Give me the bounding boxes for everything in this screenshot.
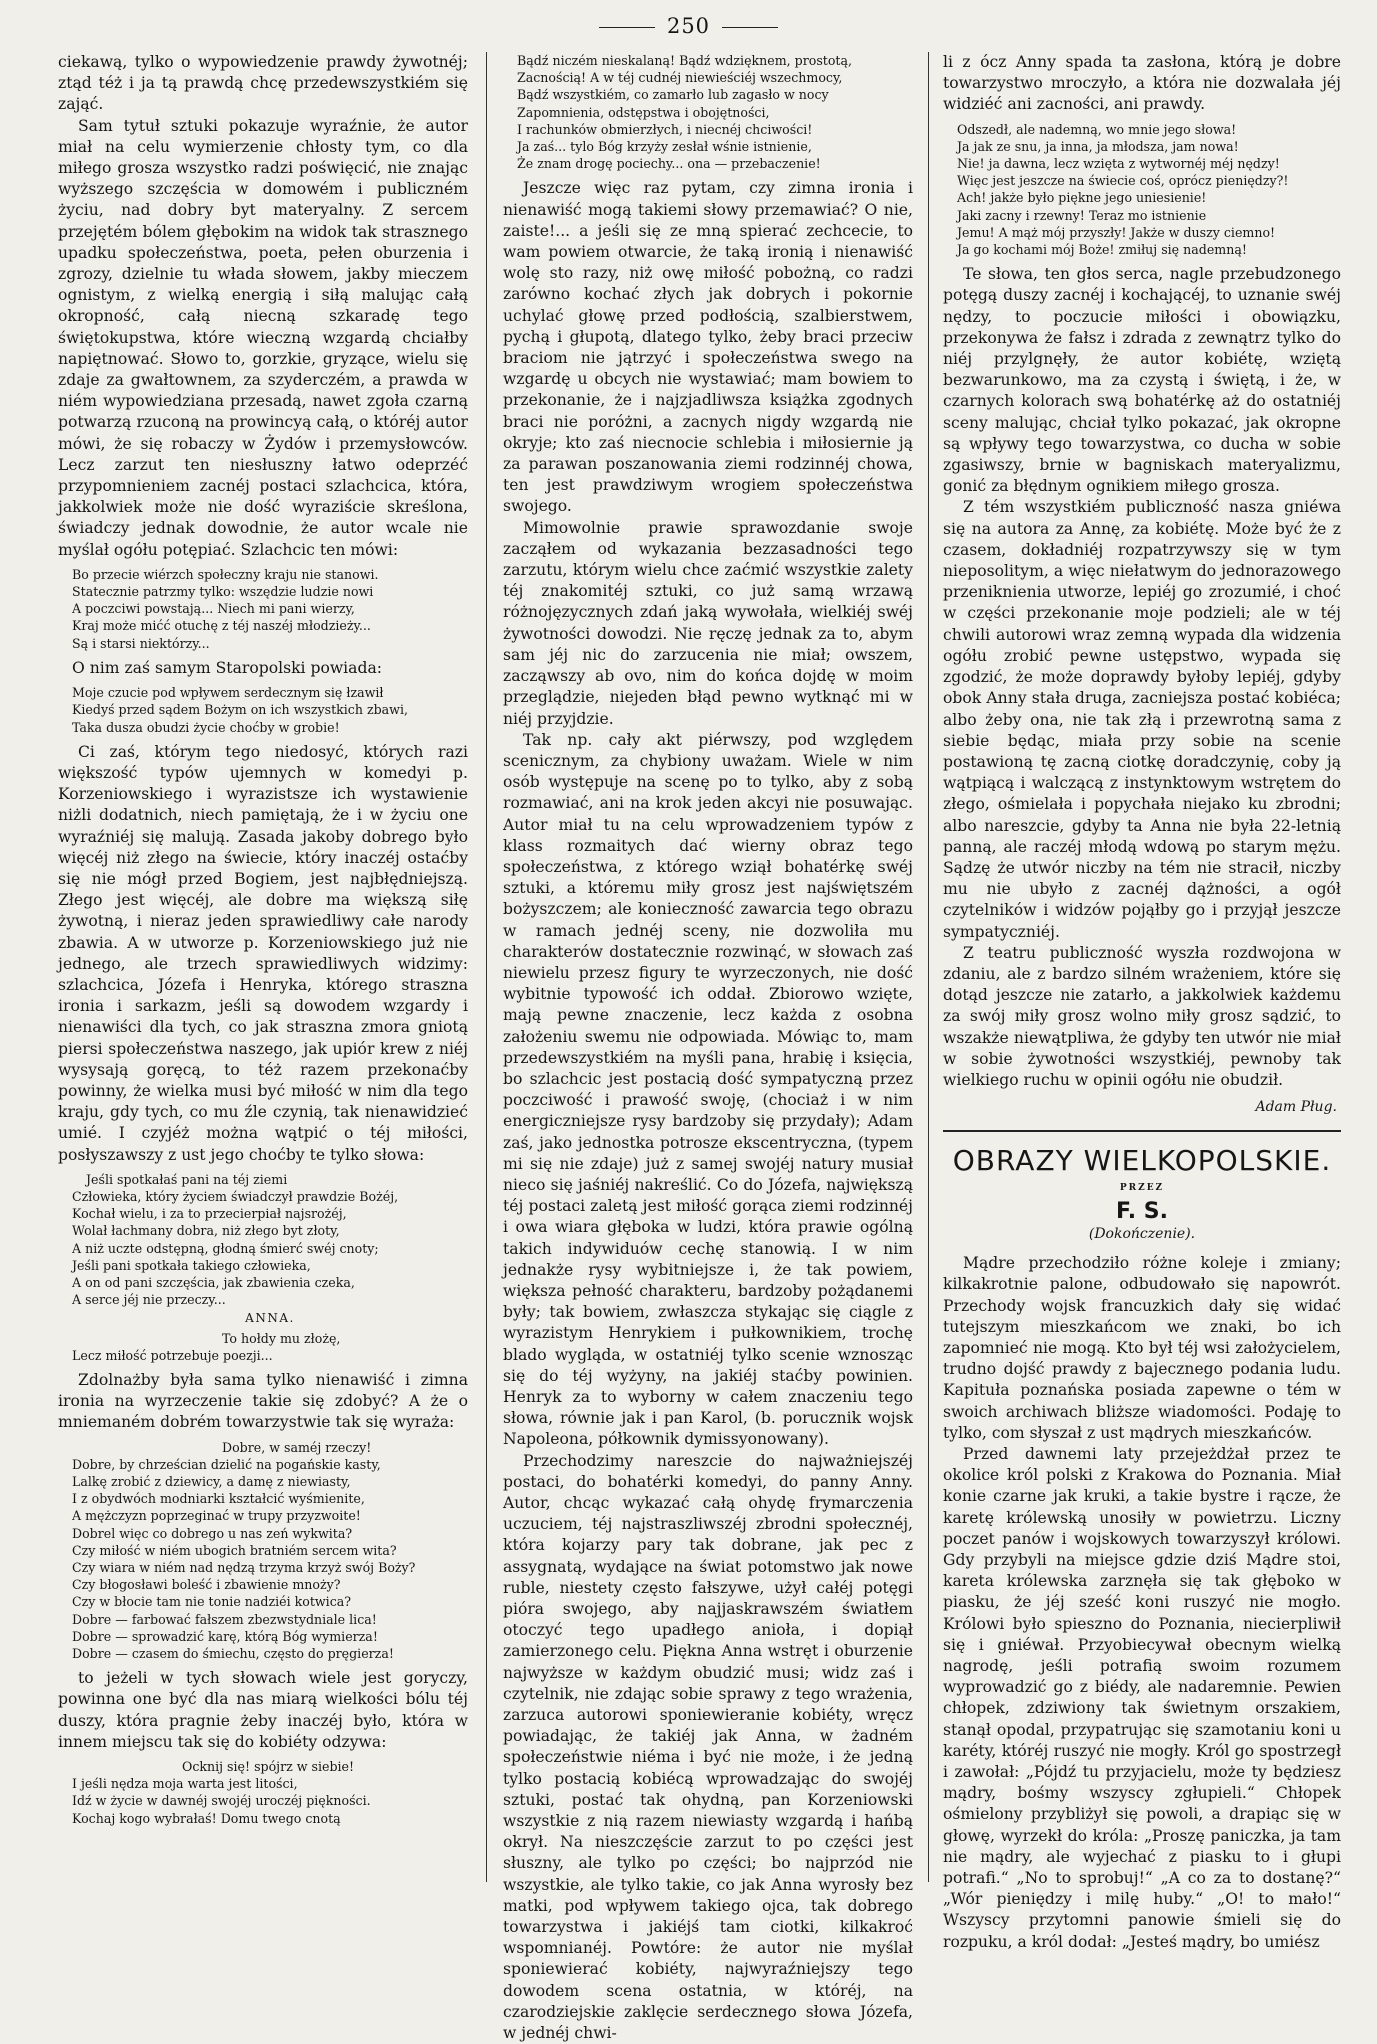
verse-line: Że znam drogę pociechy... ona — przebaczenie! — [517, 156, 821, 172]
paragraph: Te słowa, ten głos serca, nagle przebudzonego potęgą duszy zacnéj i kochającéj, to uznanie swéj nędzy, to poczucie miłości i obowiązku, przekonywa że fałsz i zdrada z zewnątrz tylko do niéj przylgnęły, że autor kobiétę, wziętą bezwarunkowo, ma za czystą i świętą, i że, w czarnych kolorach swą bohatérkę aż do ostatniéj sceny malując, chciał tylko pokazać, jak okropne są wpływy tego towarzystwa, co ducha w sobie zgasiwszy, brnie w bagniskach materyalizmu, gonić za błędnym ognikiem miłego grosza. — [943, 265, 1341, 496]
verse-line: Moje czucie pod wpływem serdecznym się łzawił — [72, 685, 384, 701]
verse-line: Czy błogosławi boleść i zbawienie mnoży? — [72, 1577, 341, 1593]
column-3 — [943, 52, 1341, 1951]
verse-line: A on od pani szczęścia, jak zbawienia czeka, — [72, 1274, 355, 1290]
verse-line: A poczciwi powstają... Niech mi pani wierzy, — [72, 601, 355, 617]
paragraph: ciekawą, tylko o wypowiedzenie prawdy żywotnéj; ztąd téż i ja tą prawdą chcę przedewszystkiém się zająć. — [58, 53, 468, 114]
verse-line: Kraj może mićć otuchę z téj naszéj młodzieży... — [72, 618, 371, 634]
column-2 — [503, 52, 913, 2043]
verse-line: Czy w błocie tam nie tonie nadziéi kotwica? — [72, 1594, 352, 1610]
paragraph: Tak np. cały akt piérwszy, pod względem scenicznym, za chybiony uważam. Wiele w nim osób występuje na scenę po to tylko, aby z sobą rozmawiać, ani na krok jeden akcyi nie posuwając. Autor miał tu na celu wprowadzeniem typów z klass rozmaitych dać wierny obraz tego społeczeństwa, z którego wziął bohatérkę swéj sztuki, a któremu miły grosz jest najświętszém bożyszczem; ale konieczność zawarcia tego obrazu w ramach jednéj sceny, nie dozwoliła mu charakterów dostatecznie rozwinąć, w słowach zaś niewielu przesz figury te wyrzeczonych, nie dość wybitnie typowość ich oddał. Zbiorowo wzięte, mają pewne znaczenie, lecz każda z osobna założeniu swemu nie odpowiada. Mówiąc to, mam przedewszystkiém na myśli pana, hrabię i księcia, bo szlachcic jest postacią dość sympatyczną przez poczciwość i prawość swoję, (chociaż i w nim energiczniejsze rysy bardzoby się przydały); Adam zaś, jako jednostka potrosze ekscentryczna, (typem mi się nie zdaje) już z samej swojéj natury musiał nieco się jaśniéj nakreślić. Co do Józefa, największą téj postaci zaletą jest miłość gorąca ziemi rodzinnéj i owa wiara głęboka w ludzi, która prawie ogólną takich indywiduów cechę stanowią. I w nim jednakże rysy wybitniejsze i, że tak powiem, większa pełność charakteru, bardzoby pożądanemi były; tak bowiem, zwłaszcza stykając się ciągle z wyrazistym Henrykiem i pułkownikiem, trochę blado wygląda, w ostatniéj tylko scenie wznosząc się do téj wyżyny, na jakiéj staćby powinien. Henryk za to wyborny w całem znaczeniu tego słowa, równie jak i pan Karol, (b. porucznik wojsk Napoleona, półkownik dymissyonowany). — [503, 730, 913, 1449]
verse-line: Bądź niczém nieskalaną! Bądź wdzięknem, prostotą, — [517, 53, 853, 68]
paragraph: Przechodzimy nareszcie do najważniejszéj postaci, do bohatérki komedyi, do panny Anny. Autor, chcąc wykazać całą ohydę frymarczenia uczuciem, téj najstraszliwszéj zbrodni społecznéj, która kojarzy pary tak dobrane, jak pec z assygnatą, wydające na świat potomstwo jak nowe ruble, niestety często fałszywe, użył całéj potęgi pióra swojego, aby najjaskrawszém światłem otoczyć tego upadłego anioła, i dopiął zamierzonego celu. Piękna Anna wstręt i oburzenie najwyższe w każdym obudzić musi; widz zaś i czytelnik, nie zdając sobie sprawy z tego wrażenia, zarzuca autorowi sponiewieranie kobiéty, wręcz powiadając, że takiéj jak Anna, w żadném społeczeństwie niéma i być nie może, i że jedną tylko postacią kobiécą wprowadzając do swojéj sztuki, postać tak ohydną, pan Korzeniowski wszystkie z nią razem niewiasty wzgardą i hańbą okrył. Na nieszczęście zarzut to po części jest słuszny, ale tylko po części; bo najprzód nie wszystkie, ale tylko takie, co jak Anna wyrosły bez matki, pod wpływem takiego ojca, tak dobrego towarzystwa i jakiéjś tam ciotki, kilkakroć wspomnianéj. Powtóre: że autor nie myślał sponiewierać kobiéty, najwyraźniejszy tego dowodem scena ostatnia, w któréj, na czarodziejskie zaklęcie serdecznego słowa Józefa, w jednéj chwi- — [503, 1451, 913, 2043]
verse-line: Jeśli spotkałaś pani na téj ziemi — [86, 1171, 288, 1187]
article-signature: Adam Pług. — [1255, 1099, 1337, 1116]
verse-line: Są i starsi niektórzy... — [72, 635, 210, 651]
verse-line: Dobre — farbować fałszem zbezwstydniale lica! — [72, 1611, 377, 1627]
verse-line: I z obydwóch modniarki kształcić wyśmienite, — [72, 1491, 365, 1507]
verse-line: I rachunków obmierzłych, i niecnéj chciwości! — [517, 121, 813, 137]
verse-line: A mężczyzn poprzeginać w trupy przyzwoite! — [72, 1508, 361, 1524]
paragraph: to jeżeli w tych słowach wiele jest goryczy, powinna one być dla nas miarą wielkości bólu téj duszy, która pragnie żeby inaczéj było, która w innem miejscu tak się do kobiéty odzywa: — [58, 1669, 468, 1751]
verse-line: Dobre, w saméj rzeczy! — [222, 1439, 372, 1455]
verse-line: Taka dusza obudzi życie choćby w grobie! — [72, 719, 340, 735]
verse-block — [517, 52, 913, 172]
section-subtitle: (Dokończenie). — [1088, 1225, 1196, 1242]
paragraph: Ci zaś, którym tego niedosyć, których razi większość typów ujemnych w komedyi p. Korzeniowskiego i wyrazistsze ich wystawienie niżli dodatnich, niech pamiętają, że i w życiu one wyraźniéj się malują. Zasada jakoby dobrego było więcéj niż złego na świecie, który inaczéj ostaćby się nie mógł przed Bogiem, jest najbłędniejszą. Złego jest więcéj, ale dobre ma większą siłę żywotną, i nieraz jeden sprawiedliwy całe narody zbawia. A w utworze p. Korzeniowskiego już nie jednego, ale trzech sprawiedliwych widzimy: szlachcica, Józefa i Henryka, którego straszna ironia i sarkazm, jeśli są dowodem wzgardy i nienawiści dla tych, co jak straszna zmora gniotą piersi społeczeństwa naszego, jak upiór krew z niéj wysysają goręcą, to téż razem przekonaćby powinny, że wielka musi być miłość w nim dla tego kraju, gdy tych, co mu źle czynią, tak nienawidzieć umié. I czyjéż można wątpić o téj miłości, posłyszawszy z ust jego choćby te tylko słowa: — [58, 742, 468, 1164]
verse-line: Lecz miłość potrzebuje poezji... — [72, 1347, 273, 1363]
verse-line: A niż uczte odstępną, głodną śmierć swéj cnoty; — [72, 1240, 379, 1256]
verse-block — [72, 1439, 468, 1663]
verse-line: Dobre — sprowadzić karę, którą Bóg wymierza! — [72, 1628, 378, 1644]
paragraph: li z ócz Anny spada ta zasłona, którą je dobre towarzystwo mroczyło, a która nie dozwalała jéj widziéć ani zacności, ani prawdy. — [943, 53, 1341, 114]
verse-line: Więc jest jeszcze na świecie coś, oprócz pieniędzy?! — [957, 173, 1289, 189]
paragraph: Mądre przechodziło różne koleje i zmiany; kilkakrotnie palone, odbudowało się napowrót. Przechody wojsk francuzkich dały się widać tutejszym mieszkańcom we znaki, bo ich zapomnieć nie mogą. Kto był téj wsi założycielem, trudno dojść prawdy z bajecznego podania ludu. Kapituła poznańska posiada zapewne o tém w swoich archiwach bliższe wiadomości. Podaję to tylko, com słyszał z ust mądrych mieszkańców. — [943, 1254, 1341, 1442]
verse-line: Jeśli pani spotkała takiego człowieka, — [72, 1257, 311, 1273]
verse-line: Ja zaś... tylo Bóg krzyży zesłał wśnie istnienie, — [517, 139, 812, 155]
paragraph: Jeszcze więc raz pytam, czy zimna ironia i nienawiść mogą takiemi słowy przemawiać? O nie, zaiste!... a jeśli się ze mną spierać zechcecie, to wam powiem otwarcie, że taką ironią i nienawiść wolę sto razy, niż owę miłość pobożną, co radzi zarówno kochać złych jak dobrych i pokornie uchylać głowę przed podłością, szalbierstwem, pychą i głupotą, dlatego tylko, żeby braci przeciw braciom nie jątrzyć i społeczeństwa swego na wzgardę u obcych nie wystawiać; mam bowiem to przekonanie, że i najzjadliwsza książka zgodnych braci nie poróżni, a zacnych nigdy wzgardą nie okryje; kto zaś niecnocie schlebia i miłosiernie ją za parawan poszanowania ziemi rodzinnéj chowa, ten jest prawdziwym wrogiem społeczeństwa swojego. — [503, 179, 913, 516]
paragraph: Zdolnażby była sama tylko nienawiść i zimna ironia na wyrzeczenie takie się zdobyć? A że o mniemaném dobrém towarzystwie tak się wyraża: — [58, 1371, 468, 1432]
verse-line: Lalkę zrobić z dziewicy, a damę z niewiasty, — [72, 1474, 351, 1490]
verse-line: Zapomnienia, odstępstwa i obojętności, — [517, 104, 770, 120]
verse-line: Bądź wszystkiém, co zamarło lub zagasło w nocy — [517, 87, 829, 103]
verse-block — [72, 1171, 468, 1364]
byline-przez: PRZEZ — [1119, 1182, 1165, 1193]
paragraph: Z teatru publiczność wyszła rozdwojona w zdaniu, ale z bardzo silném wrażeniem, które się dotąd jeszcze nie zatarło, a jakkolwiek każdemu za swój miły grosz wolno miły grosz sądzić, to wszakże niewątpliwa, że gdyby ten utwór nie miał w sobie żywotności wszystkiéj, pewnoby tak wielkiego ruchu w opinii ogółu nie obudził. — [943, 943, 1341, 1089]
verse-line: I jeśli nędza moja warta jest litości, — [72, 1776, 298, 1792]
verse-line: Dobrel więc co dobrego u nas zeń wykwita? — [72, 1525, 353, 1541]
verse-block — [72, 1758, 468, 1827]
verse-line: Statecznie patrzmy tylko: wszędzie ludzie nowi — [72, 584, 374, 600]
column-1 — [58, 52, 468, 1882]
verse-line: To hołdy mu złożę, — [222, 1330, 341, 1346]
verse-line: Kiedyś przed sądem Bożym on ich wszystkich zbawi, — [72, 702, 408, 718]
byline-author: F. S. — [1115, 1198, 1168, 1224]
verse-line: Bo przecie wiérzch społeczny kraju nie stanowi. — [72, 566, 379, 582]
paragraph: Przed dawnemi laty przejeżdżał przez te okolice król polski z Krakowa do Poznania. Miał konie czarne jak kruki, a takie bystre i rącze, że karetę królewską unosiły w powietrzu. Liczny poczet panów i wojskowych towarzyszył królowi. Gdy przybyli na miejsce gdzie dziś Mądre stoi, kareta królewska zarznęła się tak głęboko w piasku, że jéj sześć koni ruszyć nie mogło. Królowi było spieszno do Poznania, niecierpliwił się i gniéwał. Przyobiecywał obecnym wielką nagrodę, jeśli potrafią swoim rozumem wyprowadzić go z biédy, ale nadaremnie. Pewien chłopek, zdziwiony tak świetnym orszakiem, stanął opodal, przypatrując się szamotaniu koni u karéty, któréj ruszyć nie mogły. Król go spostrzegł i zawołał: „Pójdź tu przyjacielu, może ty będziesz mądry, bośmy wszyscy zgłupieli.“ Chłopek ośmielony przybliżył się powoli, a drapiąc się w głowę, wyrzekł do króla: „Proszę paniczka, ja tam nie mądry, ale wyjechać z piasku to i głupi potrafi.“ „No to sprobuj!“ „A co za to dostanę?“ „Wór pieniędzy i milę huby.“ „O! to mało!“ Wszyscy przytomni panowie śmieli się do rozpuku, a król dodał: „Jesteś mądry, bo umiész — [943, 1445, 1341, 1951]
verse-line: Człowieka, który życiem świadczył prawdzie Bożéj, — [72, 1188, 399, 1204]
verse-line: Idź w życie w dawnéj swojéj uroczéj piękności. — [72, 1793, 371, 1809]
verse-line: Ja go kochami mój Boże! zmiłuj się nademną! — [957, 242, 1247, 258]
column-rule-2 — [928, 52, 929, 1882]
verse-line: Jaki zacny i rzewny! Teraz mo istnienie — [957, 207, 1207, 223]
verse-line: Dobre, by chrześcian dzielić na pogańskie kasty, — [72, 1456, 381, 1472]
verse-block — [72, 684, 468, 736]
page-number: 250 — [666, 14, 711, 38]
page-number-dash-left — [599, 27, 655, 28]
verse-line: Ach! jakże było piękne jego uniesienie! — [957, 190, 1207, 206]
paragraph: Mimowolnie prawie sprawozdanie swoje zacząłem od wykazania bezzasadności tego zarzutu, którym wielu chce zaćmić wszystkie zalety téj znakomitéj sztuki, co już samą wrzawą różnojęzycznych zdań jaką wywołała, wielkiéj swéj żywotności dowodzi. Nie ręczę jednak za to, abym sam jéj nic do zarzucenia nie miał; owszem, zacząwszy ab ovo, nim do końca dojdę w moim przeglądzie, niejeden błąd pewno wytknąć mi w niéj przyjdzie. — [503, 518, 913, 728]
paragraph: O nim zaś samym Staropolski powiada: — [72, 658, 383, 677]
page-number-line — [0, 14, 1377, 38]
verse-line: Wolał łachmany dobra, niż złego byt złoty, — [72, 1223, 340, 1239]
verse-line: Kochaj kogo wybrałaś! Domu twego cnotą — [72, 1810, 341, 1826]
verse-line: Dobre — czasem do śmiechu, często do pręgierza! — [72, 1646, 394, 1662]
verse-line: Ocknij się! spójrz w siebie! — [182, 1759, 355, 1775]
verse-line: Czy miłość w niém ubogich bratniém sercem wita? — [72, 1542, 397, 1558]
section-title: OBRAZY WIELKOPOLSKIE. — [952, 1144, 1332, 1178]
paragraph: Z tém wszystkiém publiczność nasza gniéwa się na autora za Annę, za kobiétę. Może być że z czasem, dokładniéj rozpatrzywszy się w tym nieposolitym, a więc niełatwym do jednorazowego przeniknienia utworze, lepiéj go zrozumié, i choć w części przekonanie moje podzieli; ale w téj chwili autorowi wraz zemną wypada dla widzenia ogółu zrobić pewne ustępstwo, wypada się zgodzić, że może doprawdy byłoby lepiéj, gdyby obok Anny stała druga, zacniejsza postać kobiéca; albo żeby ona, nie tak złą i przewrotną sama z siebie będąc, miała przy sobie na scenie postawioną tę zacną ciotkę doradczynię, coby ją wątpiącą i walczącą z instynktowym wstrętem do złego, ośmielała i popychała niejako ku zbrodni; albo nareszcie, gdyby ta Anna nie była 22-letnią panną, ale raczéj młodą wdową po starym mężu. Sądzę że utwór niczby na tém nie stracił, niczby mu nie ubyło z zacnéj dążności, a ogół czytelników i widzów pojąłby go i przyjął jeszcze sympatyczniéj. — [943, 498, 1341, 941]
verse-line: Czy wiara w niém nad nędzą trzyma krzyż swój Boży? — [72, 1560, 416, 1576]
verse-line: Odszedł, ale nademną, wo mnie jego słowa! — [957, 121, 1237, 137]
verse-line: Zacnością! A w téj cudnéj niewieściéj wszechmocy, — [517, 70, 843, 86]
page-number-dash-right — [722, 27, 778, 28]
verse-line: Nie! ja dawna, lecz wzięta z wytwornéj méj nędzy! — [957, 156, 1280, 172]
column-rule-1 — [486, 52, 487, 1882]
verse-block — [72, 566, 468, 652]
speaker-label: ANNA. — [245, 1311, 295, 1326]
paragraph: Sam tytuł sztuki pokazuje wyraźnie, że autor miał na celu wymierzenie chłosty tym, co dla miłego grosza wszystko radzi poświęcić, nie znając wyższego szczęścia w domowém i publiczném życiu, nad dobry byt materyalny. Z sercem przejętém bólem głębokim na widok tak strasznego upadku społeczeństwa, poeta, pełen oburzenia i zgrozy, dzielnie tu włada słowem, jakby mieczem ognistym, z wielką energią i siłą malując całą okropność, całą niecną szkaradę tego świętokupstwa, które wieczną wzgardą chciałby napiętnować. Słowo to, gorzkie, gryzące, wielu się zdaje za gwałtownem, za szyderczém, a prawda w niém wypowiedziana przesadą, nawet zgoła czarną potwarzą rzuconą na prowincyą całą, o któréj autor mówi, że się robaczy w Żydów i przemysłowców. Lecz zarzut ten niesłuszny łatwo odeprzéć przypomnieniem zacnéj postaci szlachcica, która, jakkolwiek może nie dość wyraziście skreślona, świadczy jednak dowodnie, że autor wcale nie myślał ogółu potępiać. Szlachcic ten mówi: — [58, 116, 468, 559]
verse-line: Kochał wielu, i za to przecierpiał najsrożéj, — [72, 1206, 347, 1222]
verse-line: Jemu! A mąż mój przyszły! Jakże w duszy ciemno! — [957, 224, 1276, 240]
section-separator — [943, 1130, 1341, 1132]
verse-line: A serce jéj nie przeczy... — [72, 1292, 226, 1308]
verse-line: Ja jak ze snu, ja inna, ja młodsza, jam nowa! — [957, 138, 1239, 154]
verse-block — [957, 121, 1341, 259]
